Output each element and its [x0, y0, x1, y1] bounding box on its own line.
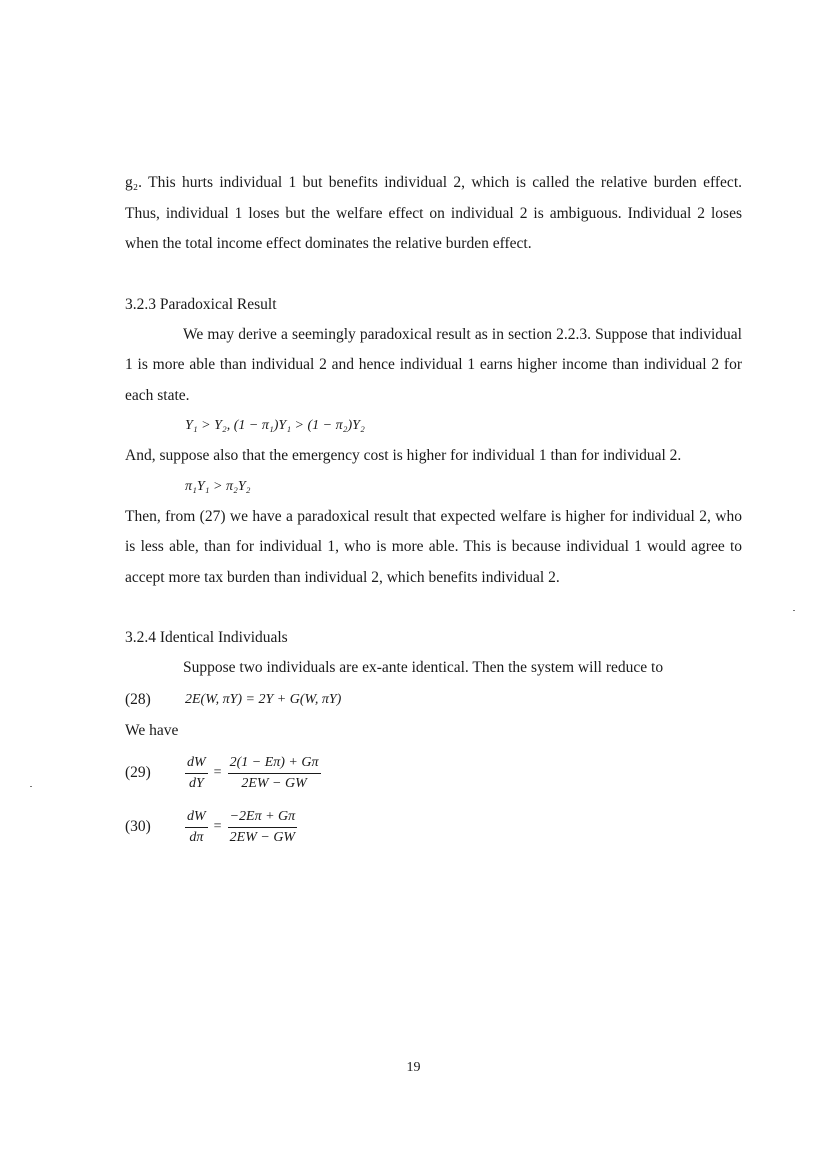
equation-number: (28) [125, 690, 151, 708]
section-heading-3-2-3: 3.2.3 Paradoxical Result [125, 295, 277, 313]
equation-body: 2E(W, πY) = 2Y + G(W, πY) [185, 691, 342, 707]
page-number: 19 [406, 1060, 421, 1075]
paradox-paragraph-2: And, suppose also that the emergency cost is higher for individual 1 than for individual 2. [125, 447, 682, 464]
fraction-lhs: $\frac{dW}{d\pi}$ [187, 808, 206, 845]
intro-paragraph: g₂. This hurts individual 1 but benefits individual 2, which is called the relative burden effect. Thus, individual 1 loses but the welfare effect on individual 2 is ambiguous. Individual 2 loses when the total income effect dominates the relative burden effect. [125, 174, 742, 252]
income-inequality-math: Y₁ > Y₂, (1 − π₁)Y₁ > (1 − π₂)Y₂ [185, 418, 365, 433]
paradox-paragraph-3: Then, from (27) we have a paradoxical result that expected welfare is higher for individual 2, who is less able, than for individual 1, who is more able. This is because individual 1 would agree to accept more tax burden than individual 2, which benefits individual 2. [125, 507, 742, 586]
scan-speck [30, 786, 32, 787]
emergency-cost-math: π₁Y₁ > π₂Y₂ [185, 478, 251, 494]
fraction-rhs: $\frac{-2E\pi + G\pi}{2EW - GW}$ [229, 808, 296, 845]
equation-30 [125, 800, 742, 854]
equation-number: (29) [125, 764, 151, 781]
equation-29 [125, 746, 742, 800]
fraction-rhs: $\frac{2(1 - E\pi) + G\pi}{2EW - GW}$ [229, 754, 319, 791]
page-body [125, 168, 742, 854]
equals-sign: = [213, 765, 222, 780]
paradox-paragraph-1: We may derive a seemingly paradoxical result as in section 2.2.3. Suppose that individual 1 is more able than individual 2 and hence individual 1 earns higher income than individual 2 for each state. [125, 325, 742, 404]
scan-speck [793, 610, 795, 611]
equals-sign: = [213, 819, 222, 834]
equation-number: (30) [125, 818, 151, 835]
section-heading-3-2-4: 3.2.4 Identical Individuals [125, 629, 288, 646]
we-have-text: We have [125, 721, 179, 739]
fraction-lhs: $\frac{dW}{dY}$ [187, 754, 206, 791]
identical-paragraph: Suppose two individuals are ex-ante identical. Then the system will reduce to [183, 659, 664, 676]
equation-28 [125, 684, 742, 716]
